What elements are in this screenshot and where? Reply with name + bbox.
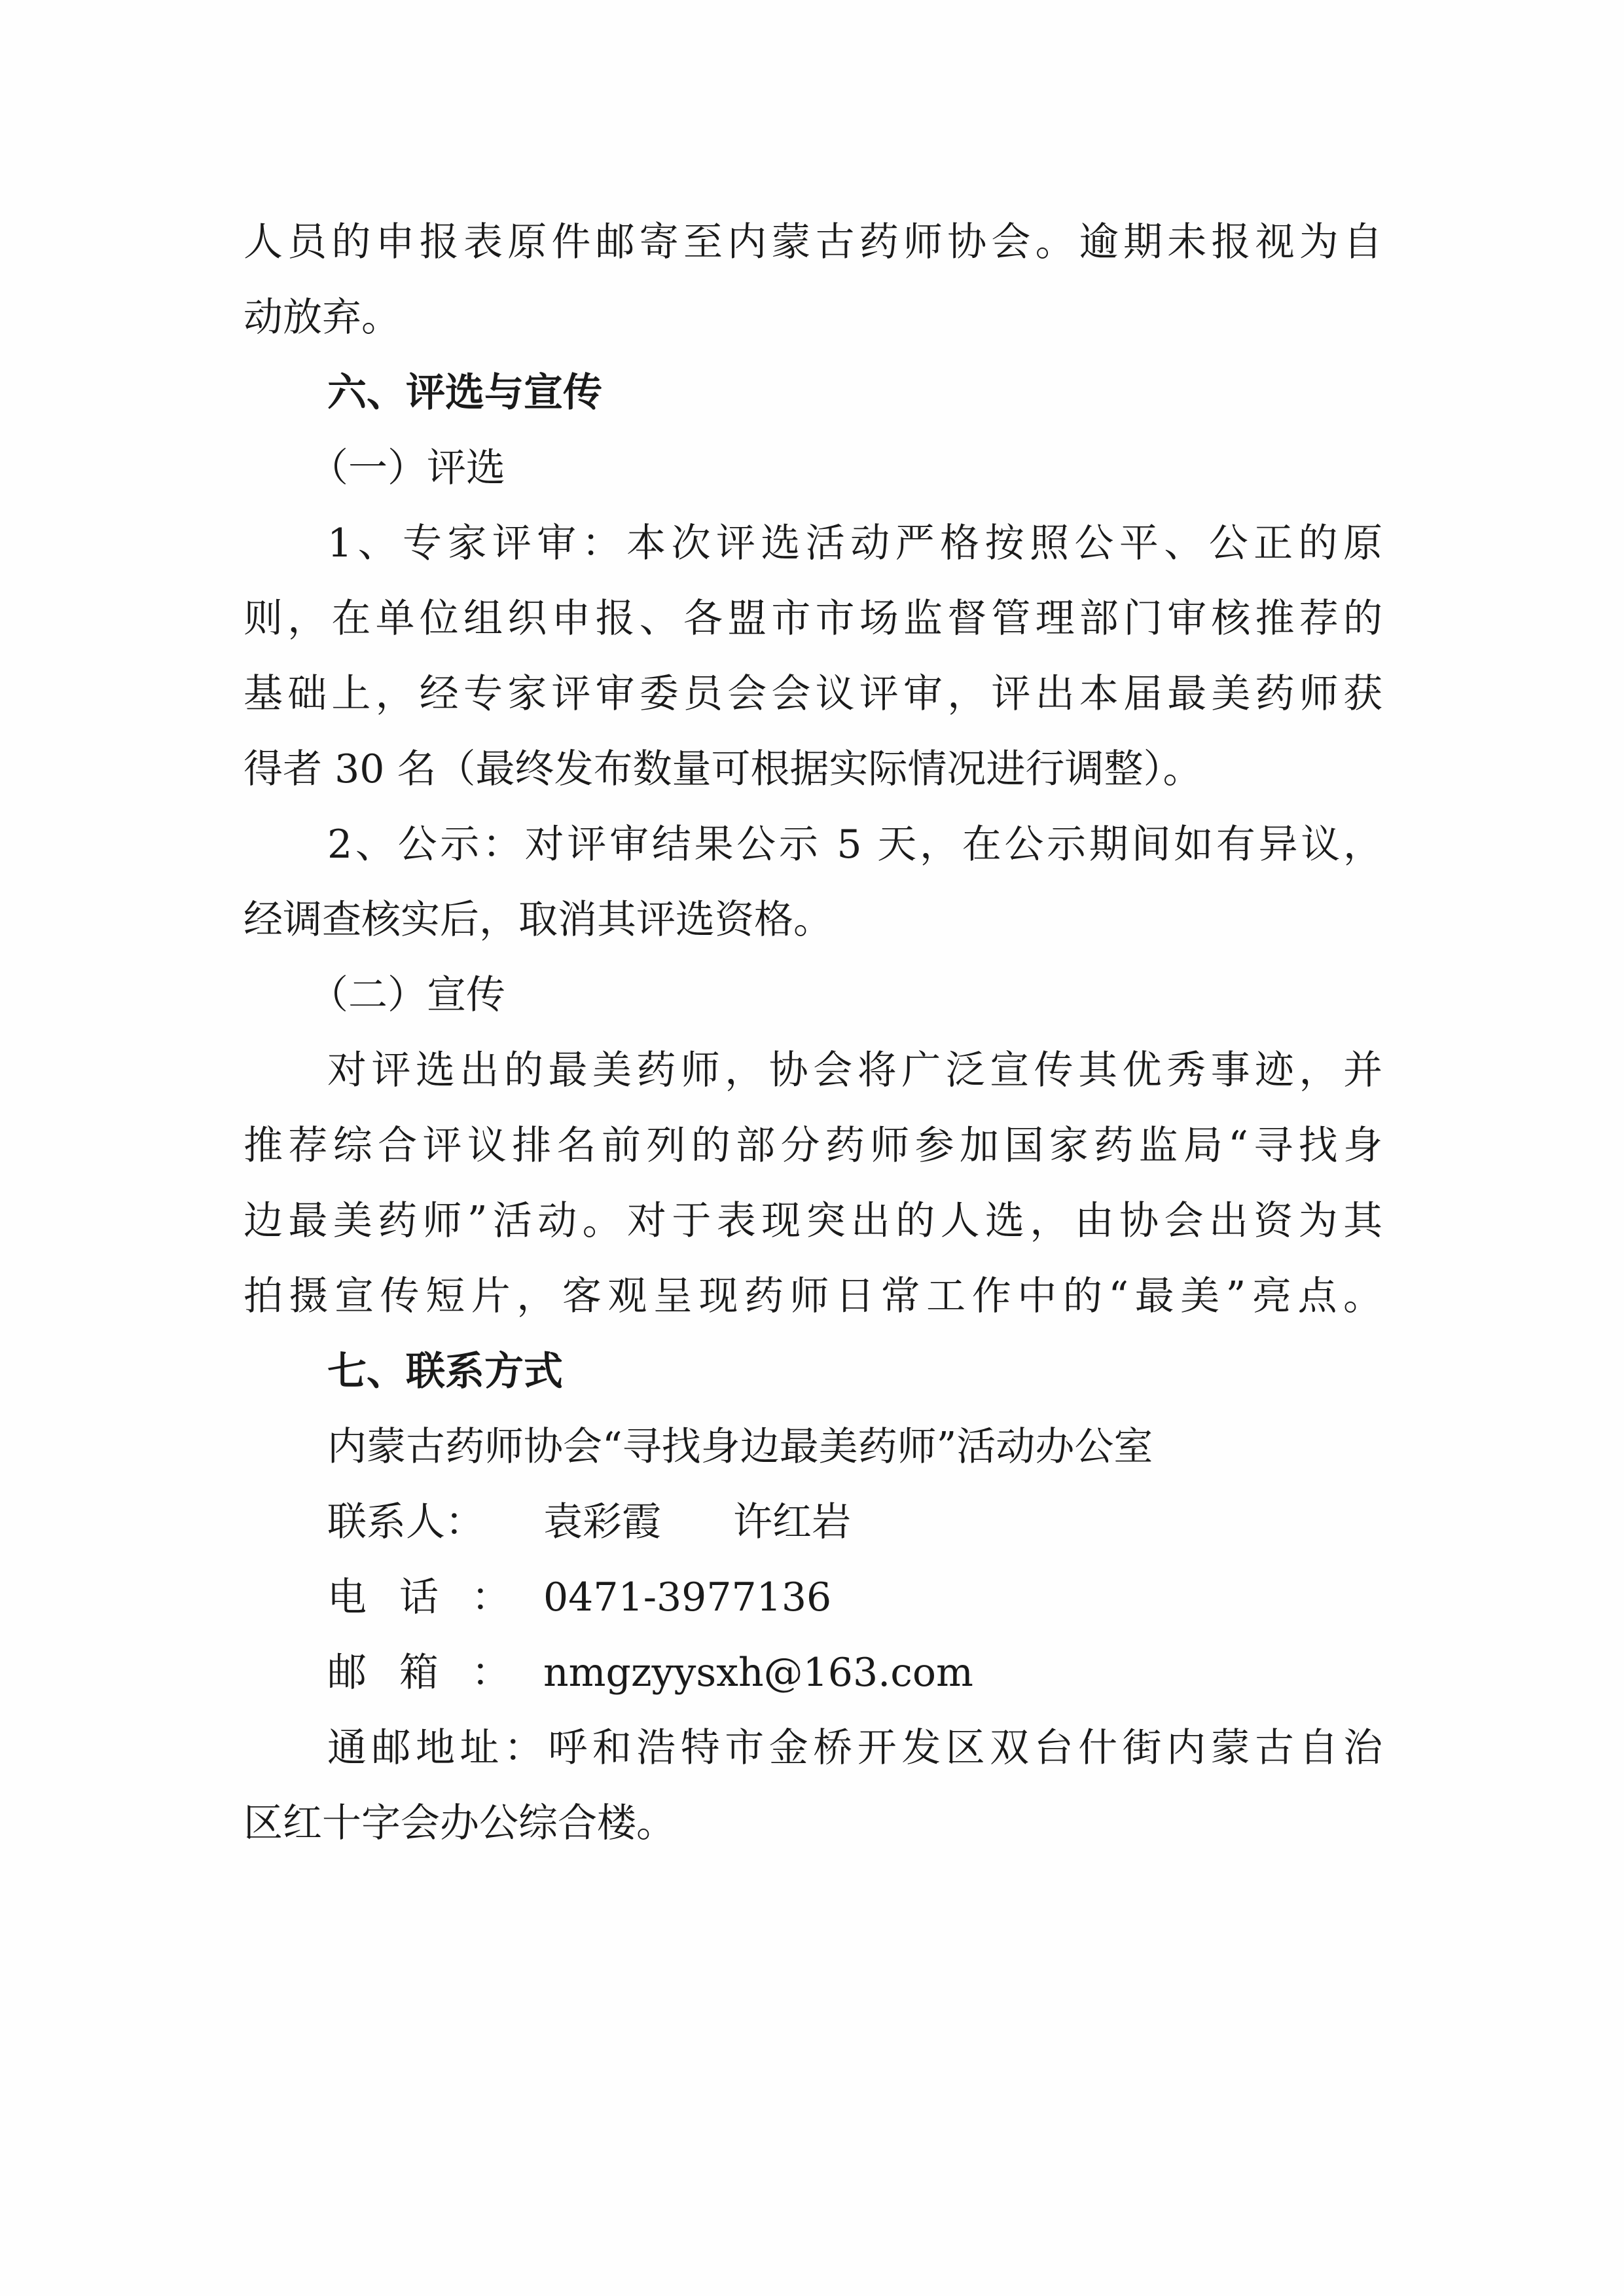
subsection-2-heading: （二）宣传 (309, 972, 505, 1018)
promo-line-1: 对评选出的最美药师，协会将广泛宣传其优秀事迹，并 (327, 1048, 1382, 1093)
item-1-line-3: 基础上，经专家评审委员会会议评审，评出本届最美药师获 (244, 671, 1382, 717)
address-line-1: 通邮地址：呼和浩特市金桥开发区双台什街内蒙古自治 (327, 1725, 1382, 1771)
contact-email-label: 邮箱： (327, 1650, 543, 1696)
address-line-2: 区红十字会办公综合楼。 (244, 1800, 676, 1846)
contact-person-2: 许红岩 (733, 1499, 851, 1545)
section-6-heading: 六、评选与宣传 (327, 370, 602, 416)
promo-line-3: 边最美药师”活动。对于表现突出的人选，由协会出资为其 (244, 1198, 1382, 1244)
item-2-line-2: 经调查核实后，取消其评选资格。 (244, 897, 833, 943)
item-1-line-2: 则，在单位组织申报、各盟市市场监督管理部门审核推荐的 (244, 596, 1382, 642)
paragraph-continuation-line-2: 动放弃。 (244, 295, 401, 340)
item-2-line-1: 2、公示：对评审结果公示 5 天，在公示期间如有异议， (327, 822, 1382, 867)
subsection-1-heading: （一）评选 (309, 445, 505, 491)
item-1-line-4: 得者 30 名（最终发布数量可根据实际情况进行调整）。 (244, 746, 1202, 792)
contact-person-1: 袁彩霞 (543, 1499, 661, 1545)
promo-line-2: 推荐综合评议排名前列的部分药师参加国家药监局“寻找身 (244, 1123, 1382, 1169)
section-7-heading: 七、联系方式 (327, 1349, 563, 1394)
promo-line-4: 拍摄宣传短片，客观呈现药师日常工作中的“最美”亮点。 (244, 1273, 1382, 1319)
contact-phone-row (327, 1571, 831, 1624)
contact-person-row (327, 1496, 851, 1548)
contact-email-row (327, 1647, 973, 1699)
contact-phone-value: 0471-3977136 (543, 1575, 832, 1620)
contact-phone-label: 电话： (327, 1575, 543, 1620)
contact-email-value: nmgzyysxh@163.com (543, 1650, 973, 1696)
contact-person-label: 联系人： (327, 1499, 484, 1545)
item-1-line-1: 1、专家评审：本次评选活动严格按照公平、公正的原 (327, 520, 1382, 566)
paragraph-continuation-line-1: 人员的申报表原件邮寄至内蒙古药师协会。逾期未报视为自 (244, 219, 1382, 265)
office-name: 内蒙古药师协会“寻找身边最美药师”活动办公室 (327, 1424, 1153, 1470)
